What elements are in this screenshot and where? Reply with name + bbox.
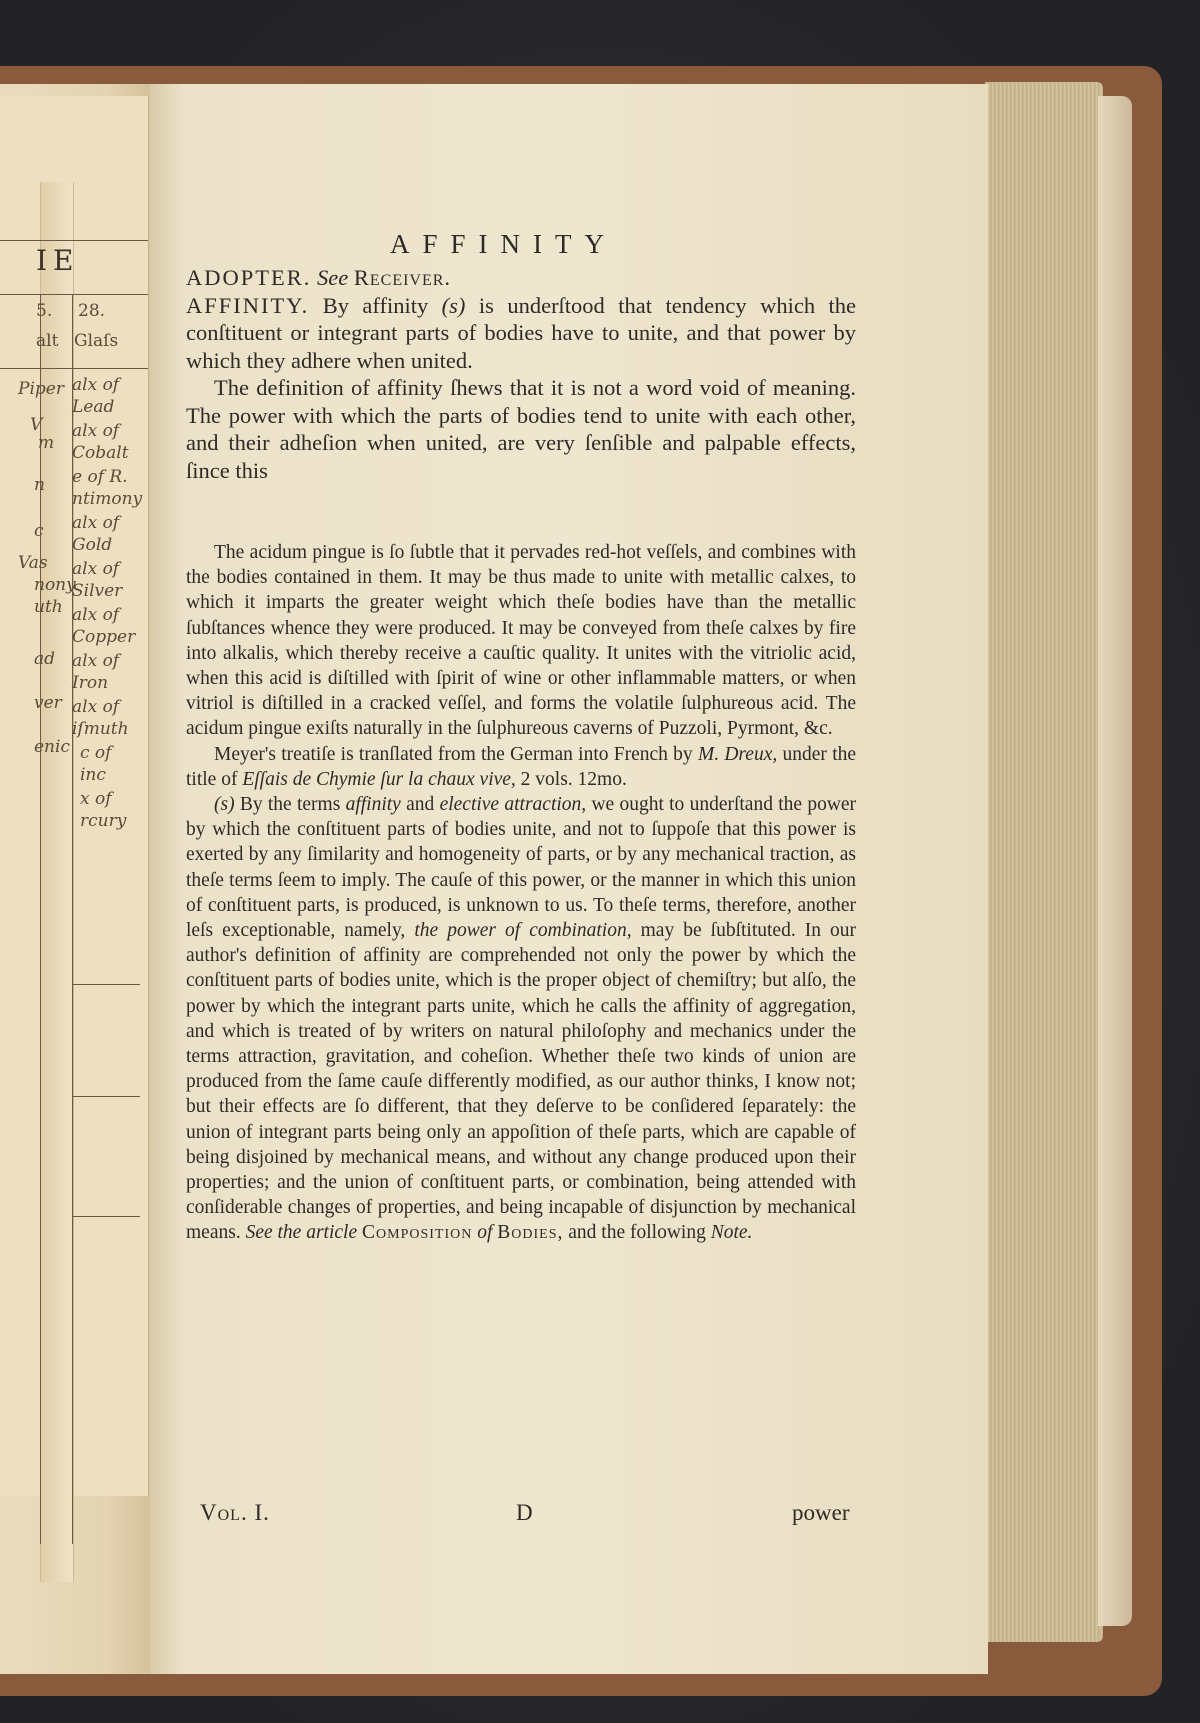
table-cell-b: ntimony bbox=[72, 489, 143, 509]
note-text: under the title of bbox=[186, 743, 857, 790]
table-cell-b: x of bbox=[80, 789, 112, 809]
term-elective-attraction: elective attraction, bbox=[439, 794, 587, 816]
table-cell-b: Silver bbox=[72, 581, 123, 601]
note-text: 2 vols. 12mo. bbox=[520, 768, 627, 790]
paragraph-definition: The definition of affinity ſhews that it is not a word void of meaning. The power with which the parts of bodies tend to unite with each other, and their adheſion when united, are very ſenſible and palpable effects, ſince this bbox=[186, 375, 856, 483]
table-cell-a: m bbox=[38, 433, 55, 453]
note-text: may be ſubſtituted. In our author's definition of affinity are comprehended not only the power by which the conſtituent parts of bodies unite, which is the proper object of chemiſtry; but alſo, the power by which the integrant parts unite, which he calls the affinity of aggregation, and which is treated of by writers on natural philoſophy and mechanics under the terms attraction, gravitation, and coheſion. Whether theſe two kinds of union are produced from the ſame cauſe differently modified, as our author thinks, I know not; but their effects are ſo different, that they deſerve to be conſidered ſeparately: the union of integrant parts being only an appoſition of theſe parts, which are capable of being disjoined by mechanical means, and without any change produced upon their properties; and the union of conſtituent parts, or combination, being attended with conſiderable changes of properties, and being incapable of disjunction by mechanical means. bbox=[186, 920, 857, 1244]
table-rule-top bbox=[0, 240, 148, 241]
cross-reference: Composition bbox=[362, 1222, 473, 1244]
note-text: and the following bbox=[568, 1222, 706, 1244]
footnotes-block bbox=[186, 540, 856, 1246]
table-cell-b: alx of bbox=[72, 513, 120, 533]
table-cell-a: ver bbox=[34, 693, 62, 713]
table-cell-b: alx of bbox=[72, 651, 120, 671]
table-rule-sub bbox=[0, 368, 148, 369]
note-text: of bbox=[477, 1222, 493, 1244]
term-power-of-combination: the power of combination, bbox=[414, 920, 632, 942]
term-affinity: affinity bbox=[345, 794, 401, 816]
translator-name: M. Dreux, bbox=[697, 743, 778, 765]
table-cell-a: n bbox=[34, 475, 45, 495]
table-col-head-a: 5. bbox=[36, 301, 53, 321]
note-text: we ought to underſtand the power by which the conſtituent parts of bodies unite, and not to ſuppoſe that this power is exerted by any ſimilarity and homogeneity of parts, or by any mechanical traction, as theſe terms ſeem to imply. The cauſe of this power, or the manner in which this union of conſtituent parts, is produced, is unknown to us. To theſe terms, therefore, another leſs exceptionable, namely, bbox=[186, 794, 857, 942]
note-acidum-pingue: The acidum pingue is ſo ſubtle that it pervades red-hot veſſels, and combines with the bodies contained in them. It may be thus made to unite with metallic calxes, to which it imparts the greater weight which theſe bodies have than the metallic ſubſtances whence they were produced. It may be conveyed from theſe calxes by fire into alkalis, which thereby receive a cauſtic quality. It unites with the vitriolic acid, when this acid is diſtilled with ſpirit of wine or other inflammable matters, or when vitriol is diſtilled in a cracked veſſel, and forms the volatile ſulphureous acid. The acidum pingue exiſts naturally in the ſulphureous caverns of Puzzoli, Pyrmont, &c. bbox=[186, 542, 856, 740]
table-cell-b: Cobalt bbox=[72, 443, 129, 463]
table-cell-a: uth bbox=[34, 597, 63, 617]
table-cell-b: e of R. bbox=[72, 467, 128, 487]
table-heading: IE bbox=[36, 244, 80, 277]
page-fore-edge bbox=[1098, 96, 1132, 1626]
note-text: and bbox=[406, 794, 435, 816]
cross-reference: Receiver. bbox=[353, 265, 452, 290]
note-text: By the terms bbox=[239, 794, 341, 816]
table-cell-a: Piper bbox=[18, 379, 64, 399]
table-cell-b: iſmuth bbox=[72, 719, 129, 739]
table-cell-b: Gold bbox=[72, 535, 113, 555]
note-label: (s) bbox=[214, 794, 235, 816]
table-cell-b: alx of bbox=[72, 375, 120, 395]
table-cell-a: enic bbox=[34, 737, 70, 757]
table-col-subhead-b: Glaſs bbox=[74, 331, 119, 351]
signature-mark: D bbox=[516, 1500, 533, 1525]
note-s bbox=[186, 792, 856, 1246]
entry-adopter bbox=[186, 264, 856, 292]
entry-term: ADOPTER. bbox=[186, 265, 312, 290]
note-text: Meyer's treatiſe is tranſlated from the German into French by bbox=[214, 743, 693, 765]
table-col-head-b: 28. bbox=[78, 301, 106, 321]
book-title: Eſſais de Chymie ſur la chaux vive, bbox=[242, 768, 516, 790]
foldout-table bbox=[0, 96, 149, 1496]
table-cell-rule-2 bbox=[72, 1096, 140, 1097]
volume-label: Vol. I. bbox=[200, 1500, 270, 1525]
table-cell-a: nony bbox=[34, 575, 76, 595]
table-cell-b: rcury bbox=[80, 811, 127, 831]
note-meyer bbox=[186, 742, 856, 792]
catchword: power bbox=[792, 1500, 850, 1525]
table-cell-rule-3 bbox=[72, 1216, 140, 1217]
table-cell-b: Copper bbox=[72, 627, 136, 647]
entry-text: is underſtood that tendency which the conſtituent or integrant parts of bodies have to unite, and that power by which they adhere when united. bbox=[186, 292, 857, 373]
main-text-block bbox=[186, 264, 856, 484]
table-cell-b: alx of bbox=[72, 605, 120, 625]
cross-reference: Bodies, bbox=[497, 1222, 564, 1244]
table-cell-b: Iron bbox=[72, 673, 109, 693]
table-cell-b: alx of bbox=[72, 559, 120, 579]
see-label: See bbox=[317, 265, 349, 290]
table-cell-b: alx of bbox=[72, 421, 120, 441]
note-text: Note. bbox=[710, 1222, 753, 1244]
table-cell-a: V bbox=[30, 415, 43, 435]
entry-affinity bbox=[186, 292, 856, 375]
table-col-subhead-a: alt bbox=[36, 331, 59, 351]
entry-text: By affinity bbox=[322, 292, 429, 318]
table-cell-a: c bbox=[34, 521, 44, 541]
see-label: See the article bbox=[245, 1222, 358, 1244]
running-head: AFFINITY bbox=[390, 229, 618, 259]
table-cell-a: ad bbox=[34, 649, 56, 669]
table-cell-rule-1 bbox=[72, 984, 140, 985]
page-block-edge bbox=[985, 82, 1103, 1642]
table-rule-head bbox=[0, 294, 148, 295]
note-reference: (s) bbox=[441, 292, 466, 318]
table-cell-a: Vas bbox=[18, 553, 48, 573]
entry-term: AFFINITY. bbox=[186, 292, 310, 318]
table-cell-b: Lead bbox=[72, 397, 115, 417]
table-cell-b: inc bbox=[80, 765, 106, 785]
table-cell-b: alx of bbox=[72, 697, 120, 717]
table-cell-b: c of bbox=[80, 743, 112, 763]
